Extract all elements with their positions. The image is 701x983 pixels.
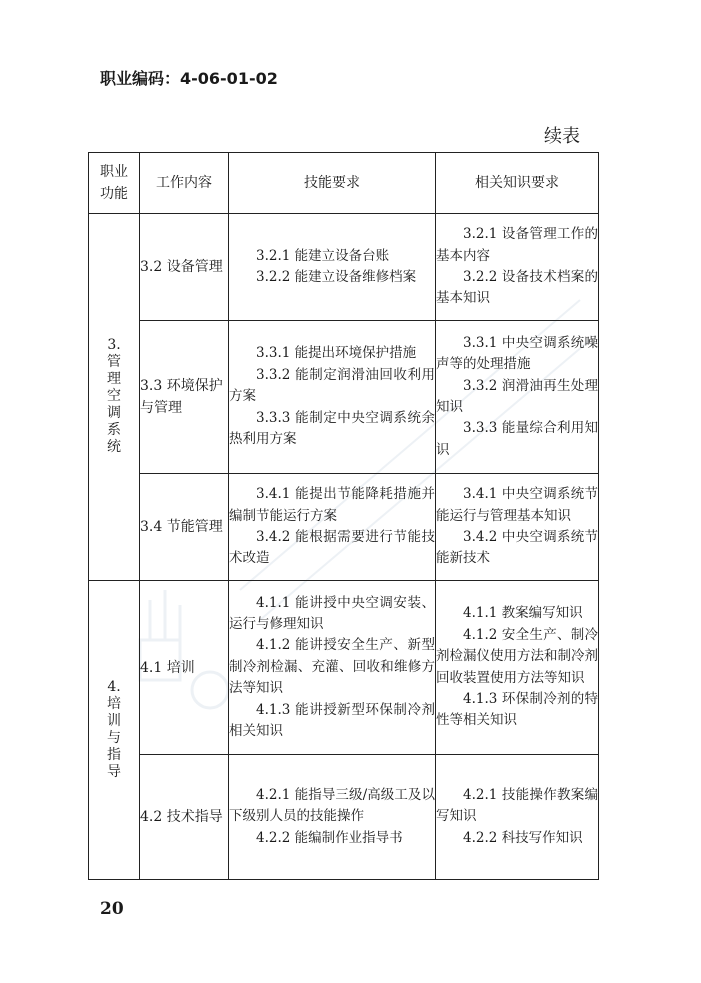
column-header-skills: 技能要求 xyxy=(229,153,436,214)
knowledge-cell: 3.4.1 中央空调系统节能运行与管理基本知识 3.4.2 中央空调系统节能新技术 xyxy=(436,474,599,581)
skill-cell: 3.2.1 能建立设备台账 3.2.2 能建立设备维修档案 xyxy=(229,214,436,321)
page-number: 20 xyxy=(100,899,124,919)
work-content-cell: 4.1 培训 xyxy=(140,581,229,755)
table-row xyxy=(89,581,599,755)
table-row xyxy=(89,214,599,321)
knowledge-cell: 4.1.1 教案编写知识 4.1.2 安全生产、制冷剂检漏仪使用方法和制冷剂回收装置使用方法等知识 4.1.3 环保制冷剂的特性等相关知识 xyxy=(436,581,599,755)
column-header-content: 工作内容 xyxy=(140,153,229,214)
column-header-function: 职业功能 xyxy=(89,153,140,214)
table-header-row xyxy=(89,153,599,214)
skill-cell: 4.1.1 能讲授中央空调安装、运行与修理知识 4.1.2 能讲授安全生产、新型制冷剂检漏、充灌、回收和维修方法等知识 4.1.3 能讲授新型环保制冷剂相关知识 xyxy=(229,581,436,755)
continued-label: 续表 xyxy=(544,126,580,147)
function-cell: 3. 管理空调系统 xyxy=(89,214,140,581)
work-content-cell: 3.4 节能管理 xyxy=(140,474,229,581)
work-content-cell: 4.2 技术指导 xyxy=(140,755,229,880)
column-header-knowledge: 相关知识要求 xyxy=(436,153,599,214)
work-content-cell: 3.3 环境保护与管理 xyxy=(140,321,229,474)
skill-cell: 4.2.1 能指导三级/高级工及以下级别人员的技能操作 4.2.2 能编制作业指导书 xyxy=(229,755,436,880)
skill-cell: 3.3.1 能提出环境保护措施 3.3.2 能制定润滑油回收利用方案 3.3.3 能制定中央空调系统余热利用方案 xyxy=(229,321,436,474)
knowledge-cell: 3.2.1 设备管理工作的基本内容 3.2.2 设备技术档案的基本知识 xyxy=(436,214,599,321)
function-cell: 4. 培训与指导 xyxy=(89,581,140,880)
table-row xyxy=(89,755,599,880)
skills-table xyxy=(88,152,599,880)
occupation-code: 职业编码：4-06-01-02 xyxy=(100,69,278,88)
knowledge-cell: 4.2.1 技能操作教案编写知识 4.2.2 科技写作知识 xyxy=(436,755,599,880)
table-row xyxy=(89,474,599,581)
skill-cell: 3.4.1 能提出节能降耗措施并编制节能运行方案 3.4.2 能根据需要进行节能技术改造 xyxy=(229,474,436,581)
table-row xyxy=(89,321,599,474)
knowledge-cell: 3.3.1 中央空调系统噪声等的处理措施 3.3.2 润滑油再生处理知识 3.3.3 能量综合利用知识 xyxy=(436,321,599,474)
work-content-cell: 3.2 设备管理 xyxy=(140,214,229,321)
